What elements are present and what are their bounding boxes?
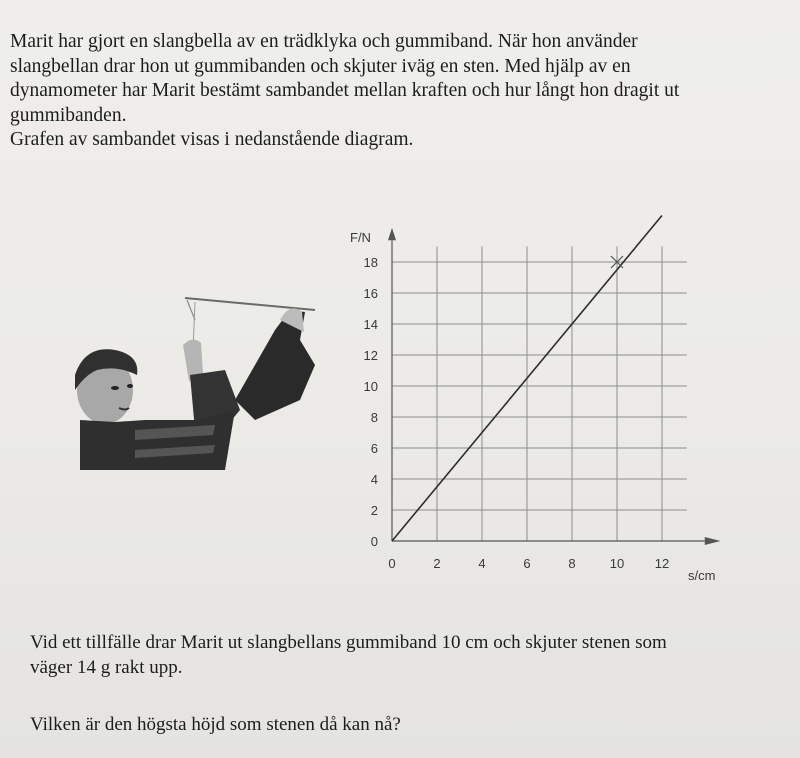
- y-tick-label-12: 12: [363, 348, 378, 363]
- intro-line-5: Grafen av sambandet visas i nedanstående diagram.: [10, 129, 414, 150]
- force-distance-graph: [330, 215, 750, 590]
- x-tick-label-2: 2: [433, 556, 441, 571]
- y-axis-label: F/N: [350, 230, 371, 245]
- y-tick-label-18: 18: [363, 255, 378, 270]
- scenario-line-1: Vid ett tillfälle drar Marit ut slangbellans gummiband 10 cm och skjuter stenen som: [30, 632, 667, 653]
- y-tick-label-4: 4: [370, 472, 378, 487]
- intro-text: [10, 30, 770, 153]
- y-axis-arrow: [388, 228, 396, 240]
- question-scenario: [30, 630, 770, 680]
- x-axis-arrow: [705, 537, 721, 545]
- intro-line-4: gummibanden.: [10, 104, 127, 126]
- intro-line-3: dynamometer har Marit bestämt sambandet mellan kraften och hur långt hon dragit ut: [10, 80, 680, 101]
- x-tick-label-10: 10: [609, 556, 625, 571]
- y-tick-label-2: 2: [370, 503, 378, 518]
- x-tick-label-0: 0: [388, 556, 396, 571]
- scenario-line-2: väger 14 g rakt upp.: [30, 657, 183, 678]
- x-tick-label-4: 4: [478, 556, 486, 571]
- y-tick-label-16: 16: [363, 286, 378, 301]
- question-prompt: Vilken är den högsta höjd som stenen då kan nå?: [30, 714, 401, 735]
- y-tick-label-14: 14: [363, 317, 378, 332]
- tick-labels: [364, 255, 670, 571]
- slingshot-person-illustration: [75, 290, 325, 470]
- grid: [392, 247, 687, 542]
- x-tick-label-8: 8: [568, 556, 576, 571]
- y-tick-label-0: 0: [370, 534, 378, 549]
- intro-line-2: slangbellan drar hon ut gummibanden och skjuter iväg en sten. Med hjälp av en: [10, 55, 631, 77]
- y-tick-label-10: 10: [363, 379, 378, 394]
- x-axis-label: s/cm: [688, 568, 716, 583]
- x-tick-label-12: 12: [654, 556, 670, 571]
- x-tick-label-6: 6: [523, 556, 531, 571]
- y-tick-label-6: 6: [370, 441, 378, 456]
- intro-line-1: Marit har gjort en slangbella av en trädklyka och gummiband. När hon använder: [10, 31, 638, 52]
- y-tick-label-8: 8: [370, 410, 378, 425]
